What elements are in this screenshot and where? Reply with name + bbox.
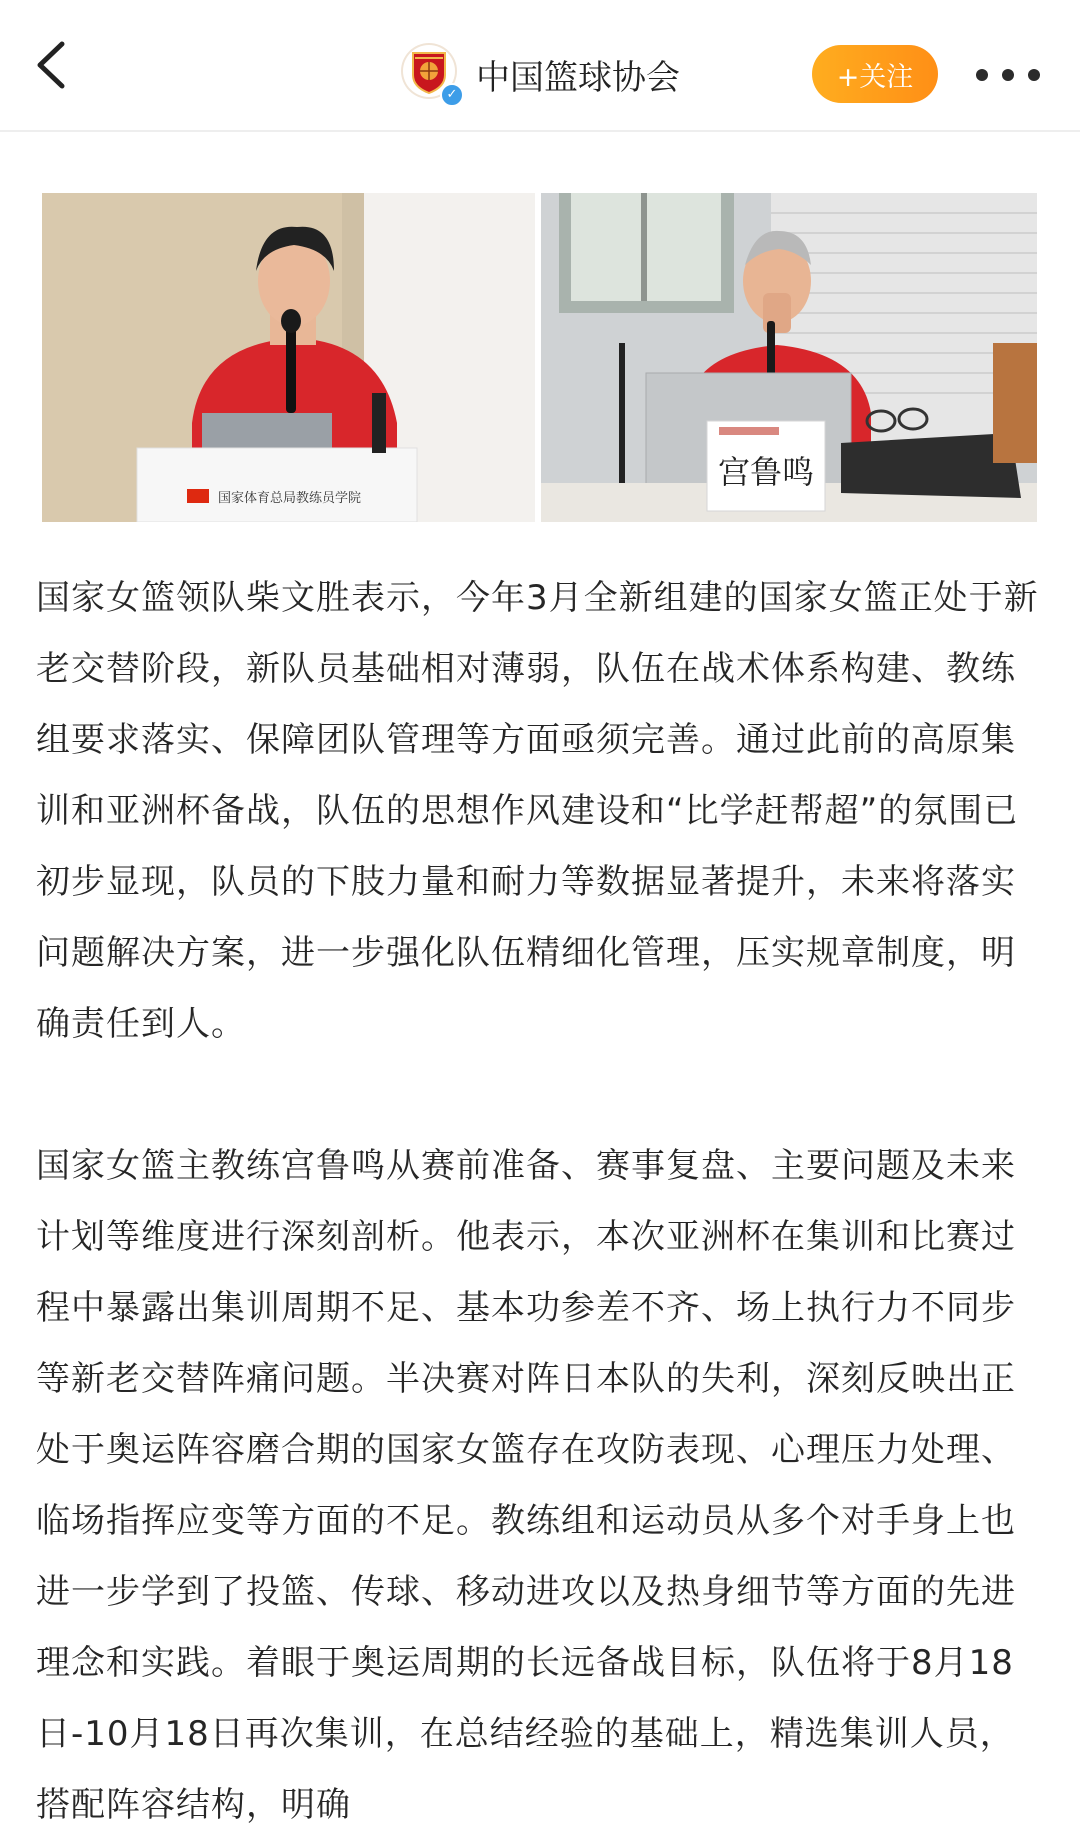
top-nav-bar xyxy=(0,0,1080,132)
article-photo-coach-nameplate xyxy=(541,193,1037,522)
article-paragraph: 国家女篮领队柴文胜表示，今年3月全新组建的国家女篮正处于新老交替阶段，新队员基础相对薄弱，队伍在战术体系构建、教练组要求落实、保障团队管理等方面亟须完善。通过此前的高原集训和亚洲杯备战，队伍的思想作风建设和“比学赶帮超”的氛围已初步显现，队员的下肢力量和耐力等数据显著提升，未来将落实问题解决方案，进一步强化队伍精细化管理，压实规章制度，明确责任到人。 xyxy=(36,578,1039,1044)
back-arrow-icon[interactable] xyxy=(30,40,80,90)
article-body xyxy=(36,563,1046,1841)
podium-sign-text: 国家体育总局教练员学院 xyxy=(218,491,362,506)
more-dots-icon[interactable] xyxy=(976,55,1040,95)
verified-badge-icon: ✓ xyxy=(440,83,464,107)
nameplate-text: 宫鲁鸣 xyxy=(717,453,815,491)
account-name[interactable]: 中国篮球协会 xyxy=(476,58,680,98)
follow-button[interactable]: +关注 xyxy=(812,45,938,103)
article-paragraph: 国家女篮主教练宫鲁鸣从赛前准备、赛事复盘、主要问题及未来计划等维度进行深刻剖析。他表示，本次亚洲杯在集训和比赛过程中暴露出集训周期不足、基本功参差不齐、场上执行力不同步等新老交替阵痛问题。半决赛对阵日本队的失利，深刻反映出正处于奥运阵容磨合期的国家女篮存在攻防表现、心理压力处理、临场指挥应变等方面的不足。教练组和运动员从多个对手身上也进一步学到了投篮、传球、移动进攻以及热身细节等方面的先进理念和实践。着眼于奥运周期的长远备战目标，队伍将于8月18日-10月18日再次集训，在总结经验的基础上，精选集训人员，搭配阵容结构，明确 xyxy=(36,1146,1016,1825)
article-photo-speaker-podium xyxy=(42,193,535,522)
